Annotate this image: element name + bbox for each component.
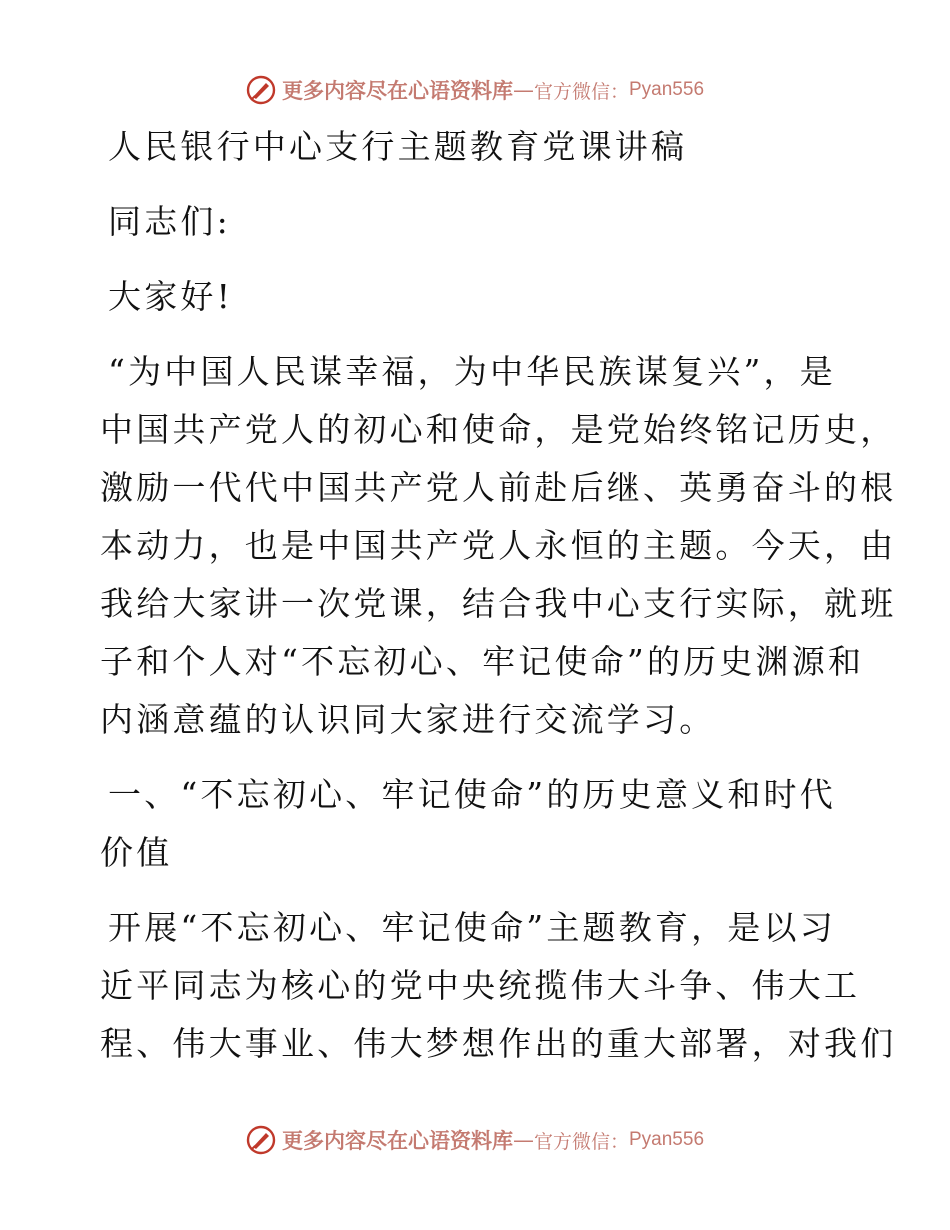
paragraph-line: 近平同志为核心的党中央统揽伟大斗争、伟大工	[100, 966, 861, 1005]
paragraph-line: 子和个人对“不忘初心、牢记使命”的历史渊源和	[100, 642, 865, 681]
document-body	[100, 118, 897, 1073]
salutation: 同志们:	[108, 202, 231, 241]
paragraph-line: 我给大家讲一次党课，结合我中心支行实际，就班	[100, 584, 897, 623]
pen-logo-icon	[246, 75, 276, 105]
watermark-id: Pyan556	[629, 1129, 705, 1150]
paragraph-2	[100, 899, 897, 1073]
paragraph-line: 程、伟大事业、伟大梦想作出的重大部署，对我们	[100, 1024, 897, 1063]
header-watermark	[0, 70, 950, 110]
heading-line: 一、“不忘初心、牢记使命”的历史意义和时代	[108, 775, 836, 814]
paragraph-line: 激励一代代中国共产党人前赴后继、英勇奋斗的根	[100, 468, 897, 507]
watermark-label: 官方微信：	[533, 80, 629, 103]
watermark-text: 更多内容尽在心语资料库	[281, 78, 513, 103]
paragraph-1	[100, 343, 897, 749]
paragraph-line: 内涵意蕴的认识同大家进行交流学习。	[100, 700, 716, 739]
section-heading-1	[100, 766, 860, 882]
paragraph-line: “为中国人民谋幸福，为中华民族谋复兴”，是	[108, 352, 836, 391]
watermark-label: 官方微信：	[533, 1130, 629, 1153]
document-title: 人民银行中心支行主题教育党课讲稿	[108, 127, 688, 166]
watermark-id: Pyan556	[629, 79, 705, 100]
heading-line: 价值	[100, 833, 173, 872]
paragraph-line: 开展“不忘初心、牢记使命”主题教育，是以习	[108, 908, 836, 947]
paragraph-line: 中国共产党人的初心和使命，是党始终铭记历史，	[100, 410, 897, 449]
watermark-dash: —	[512, 1128, 534, 1152]
footer-watermark	[0, 1120, 950, 1160]
watermark-dash: —	[512, 78, 534, 102]
paragraph-line: 本动力，也是中国共产党人永恒的主题。今天，由	[100, 526, 897, 565]
pen-logo-icon	[246, 1125, 276, 1155]
greeting: 大家好!	[108, 277, 234, 316]
watermark-text: 更多内容尽在心语资料库	[281, 1128, 513, 1153]
